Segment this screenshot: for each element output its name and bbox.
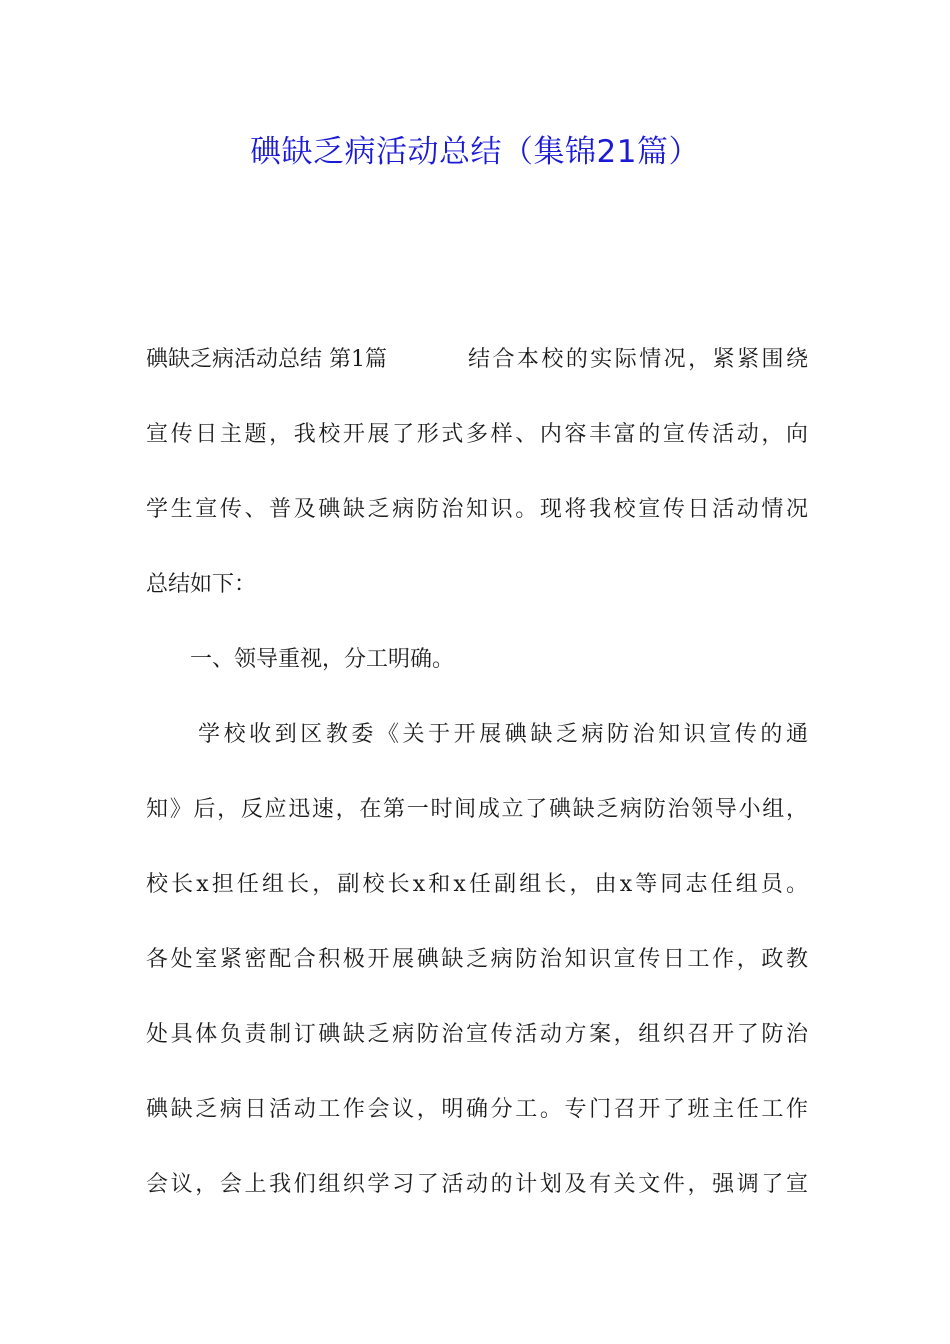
paragraph-line: 学生宣传、普及碘缺乏病防治知识。现将我校宣传日活动情况 [146, 497, 808, 522]
document-title: 碘缺乏病活动总结（集锦21篇） [250, 134, 700, 170]
paragraph-line-text: 结合本校的实际情况，紧紧围绕 [468, 347, 808, 372]
paragraph-line: 会议，会上我们组织学习了活动的计划及有关文件，强调了宣 [146, 1172, 808, 1197]
paragraph-line: 知》后，反应迅速，在第一时间成立了碘缺乏病防治领导小组， [146, 797, 808, 822]
paragraph-line: 处具体负责制订碘缺乏病防治宣传活动方案，组织召开了防治 [146, 1022, 808, 1047]
paragraph-line [146, 340, 808, 380]
paragraph-line: 宣传日主题，我校开展了形式多样、内容丰富的宣传活动，向 [146, 422, 808, 447]
paragraph-line: 学校收到区教委《关于开展碘缺乏病防治知识宣传的通 [198, 722, 808, 747]
subsection-heading: 一、领导重视，分工明确。 [190, 647, 455, 672]
paragraph-line: 碘缺乏病日活动工作会议，明确分工。专门召开了班主任工作 [146, 1097, 808, 1122]
section-heading: 碘缺乏病活动总结 第1篇 [146, 347, 387, 372]
paragraph-line: 校长x担任组长，副校长x和x任副组长，由x等同志任组员。 [146, 872, 808, 897]
paragraph-line: 总结如下： [146, 572, 257, 597]
paragraph-line: 各处室紧密配合积极开展碘缺乏病防治知识宣传日工作，政教 [146, 947, 808, 972]
